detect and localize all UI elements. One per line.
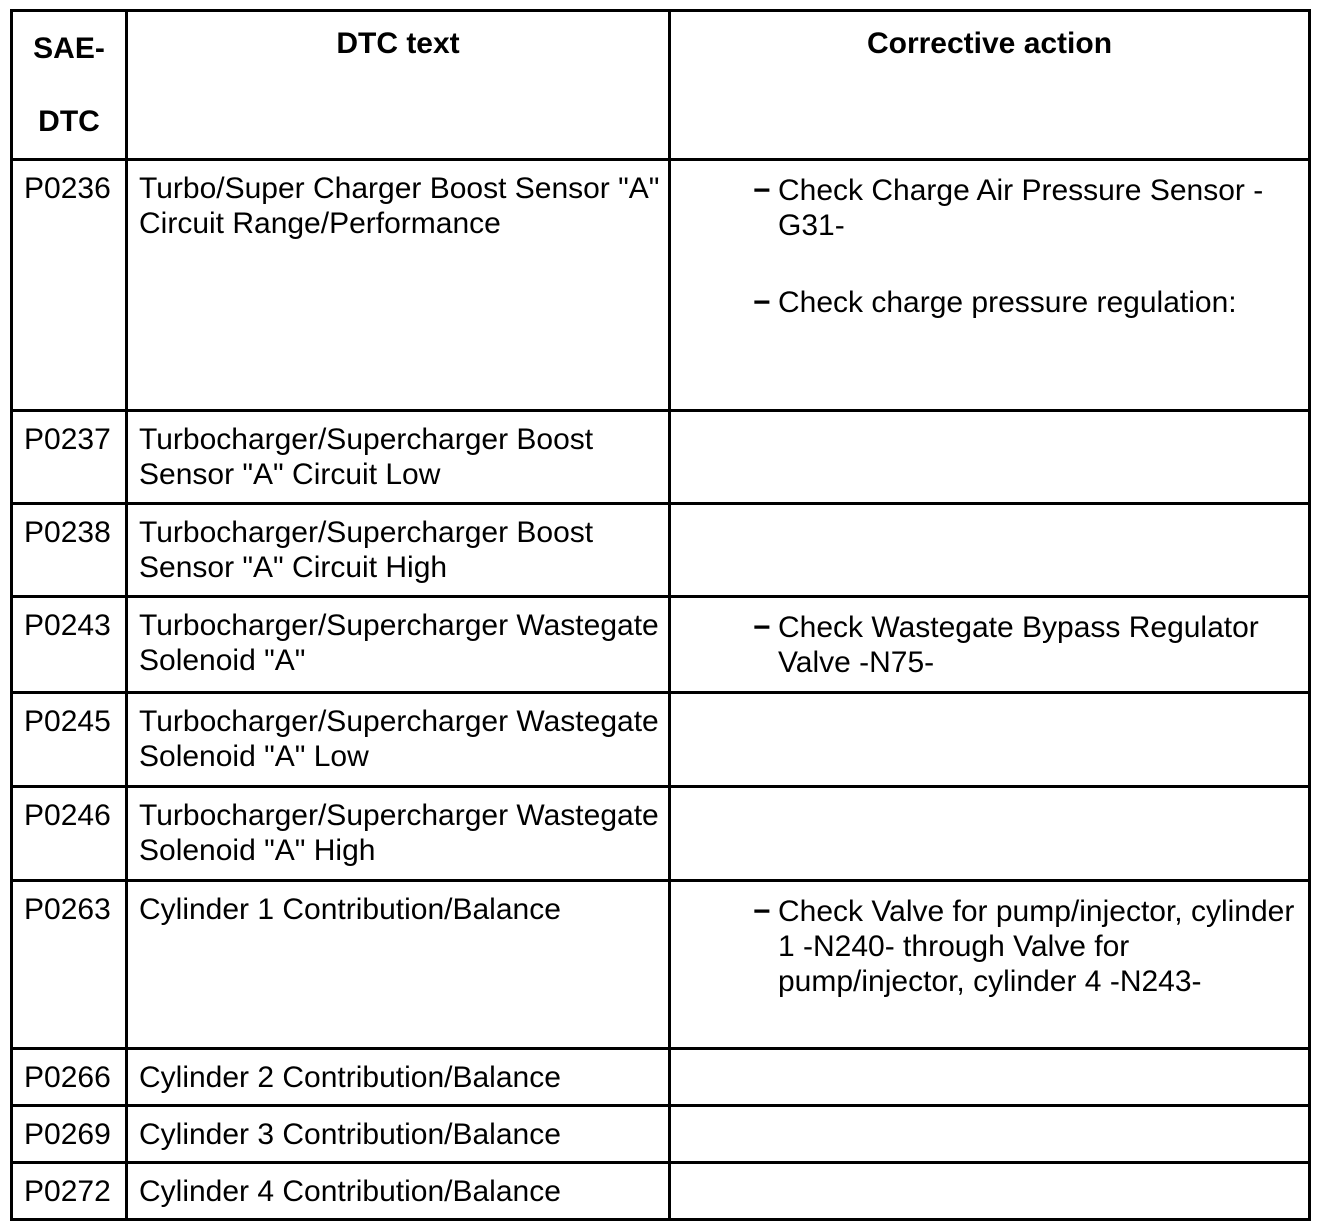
table-row	[12, 597, 1310, 693]
dtc-table	[10, 9, 1311, 1221]
dtc-description: Turbocharger/Supercharger Wastegate Solenoid "A" Low	[139, 705, 659, 773]
corrective-action-cell	[670, 411, 1310, 504]
header-dtc-text: DTC text	[127, 11, 670, 160]
dtc-code: P0246	[24, 799, 111, 832]
table-row	[12, 693, 1310, 787]
dtc-code: P0245	[24, 705, 111, 738]
dtc-code: P0238	[24, 516, 111, 549]
corrective-action-cell	[670, 597, 1310, 693]
dash-bullet: −	[753, 286, 771, 319]
corrective-action-cell	[670, 504, 1310, 597]
corrective-action-cell	[670, 1106, 1310, 1163]
dash-bullet: −	[753, 611, 771, 644]
dtc-code: P0266	[24, 1061, 111, 1094]
dtc-description: Turbocharger/Supercharger Wastegate Solenoid "A" High	[139, 799, 659, 867]
dtc-description: Cylinder 1 Contribution/Balance	[139, 893, 561, 926]
dtc-code: P0236	[24, 172, 111, 205]
header-sae-dtc	[12, 11, 127, 160]
dtc-description: Cylinder 2 Contribution/Balance	[139, 1061, 561, 1094]
table-row	[12, 411, 1310, 504]
dtc-description: Turbo/Super Charger Boost Sensor "A" Circuit Range/Performance	[139, 172, 660, 240]
action-text: Check Charge Air Pressure Sensor -G31-	[778, 174, 1264, 242]
corrective-action-cell	[670, 1163, 1310, 1220]
corrective-action-cell	[670, 160, 1310, 411]
corrective-action-cell	[670, 1049, 1310, 1106]
table-header-row	[12, 11, 1310, 160]
action-text: Check charge pressure regulation:	[778, 286, 1237, 319]
action-text: Check Valve for pump/injector, cylinder 1 -N240- through Valve for pump/injector, cylinder 4 -N243-	[778, 895, 1295, 998]
header-sae-line1: SAE-	[33, 32, 105, 65]
dtc-code: P0243	[24, 609, 111, 642]
header-sae-line2: DTC	[38, 105, 100, 138]
dtc-description: Turbocharger/Supercharger Boost Sensor "A" Circuit High	[139, 516, 594, 584]
action-item	[751, 285, 1298, 320]
table-row	[12, 1049, 1310, 1106]
table-row	[12, 504, 1310, 597]
action-text: Check Wastegate Bypass Regulator Valve -N75-	[778, 611, 1259, 679]
corrective-action-cell	[670, 881, 1310, 1049]
dtc-description: Turbocharger/Supercharger Wastegate Solenoid "A"	[139, 609, 659, 677]
corrective-action-cell	[670, 693, 1310, 787]
action-item	[751, 894, 1298, 999]
header-corrective-action: Corrective action	[670, 11, 1310, 160]
dtc-description: Cylinder 4 Contribution/Balance	[139, 1175, 561, 1208]
dash-bullet: −	[753, 895, 771, 928]
table-row	[12, 881, 1310, 1049]
action-item	[751, 610, 1298, 680]
dash-bullet: −	[753, 174, 771, 207]
table-row	[12, 1106, 1310, 1163]
table-row	[12, 1163, 1310, 1220]
dtc-code: P0263	[24, 893, 111, 926]
dtc-code: P0237	[24, 423, 111, 456]
dtc-code: P0269	[24, 1118, 111, 1151]
table-row	[12, 787, 1310, 881]
dtc-code: P0272	[24, 1175, 111, 1208]
dtc-description: Cylinder 3 Contribution/Balance	[139, 1118, 561, 1151]
table-row	[12, 160, 1310, 411]
dtc-description: Turbocharger/Supercharger Boost Sensor "A" Circuit Low	[139, 423, 594, 491]
corrective-action-cell	[670, 787, 1310, 881]
action-item	[751, 173, 1298, 243]
